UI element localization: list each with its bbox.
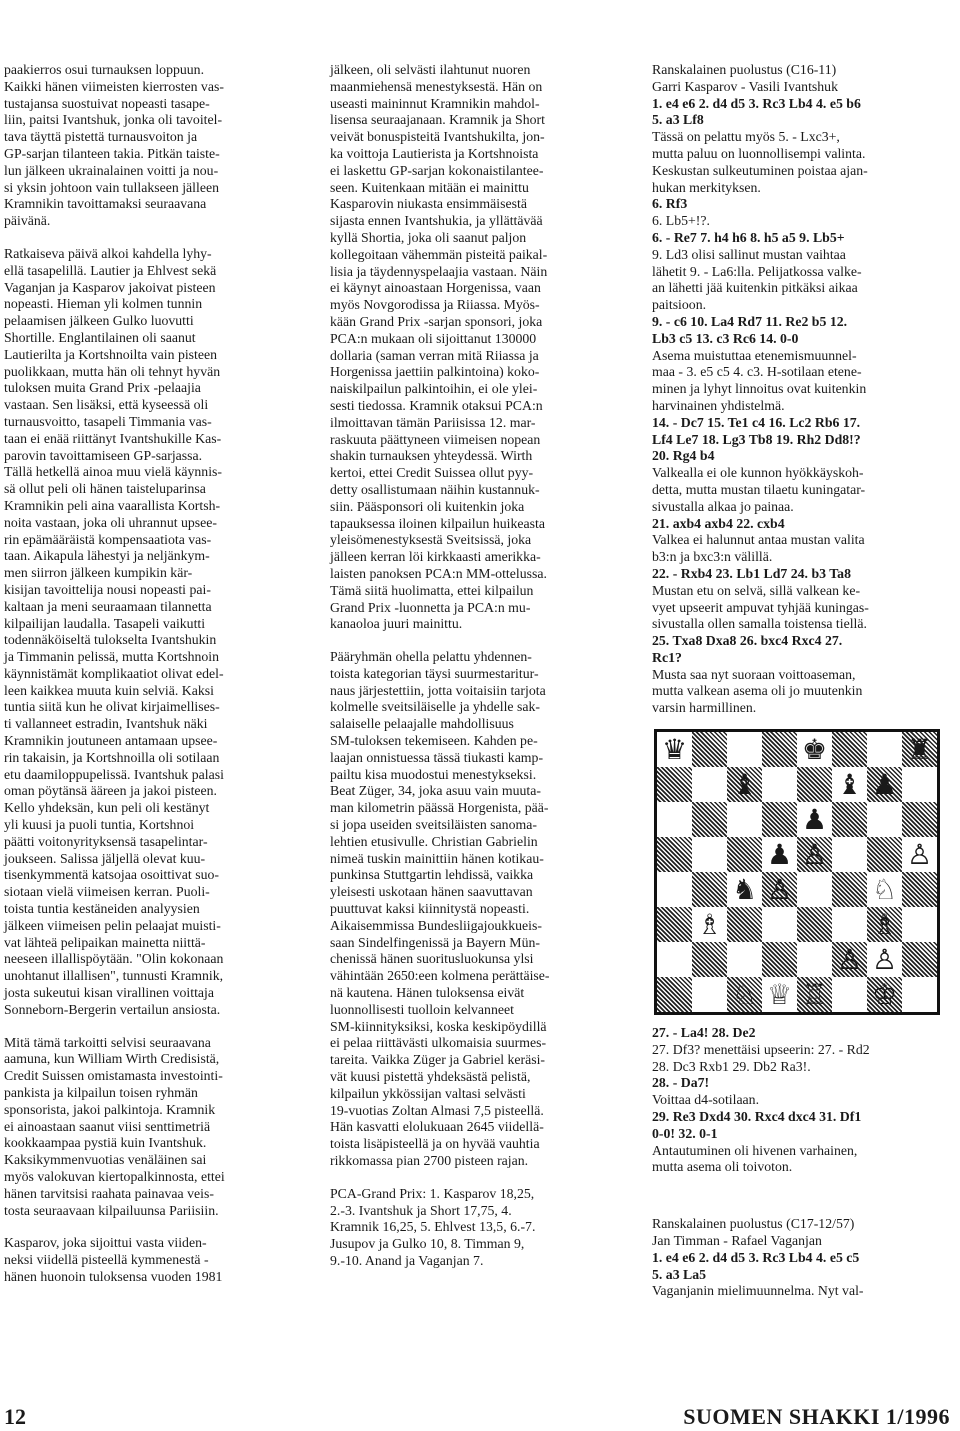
- board-square: [832, 942, 867, 977]
- text-line: neksi viidellä pisteellä kymmenestä -: [4, 1252, 209, 1268]
- text-line: ellä tasapelillä. Lautier ja Ehlvest sekä: [4, 262, 217, 278]
- board-square: [762, 837, 797, 872]
- text-line: lun jälkeen ukrainalainen voitti ja nou-: [4, 162, 219, 178]
- chess-piece-icon: ♔: [871, 977, 898, 1011]
- text-line: nimeä tuskin mainittiin hänen kotikau-: [330, 850, 544, 866]
- text-line: kookkaampaa pystiä kuin Ivantshuk.: [4, 1135, 207, 1151]
- text-line: oman pöytänsä ääreen ja jakoi pisteen.: [4, 783, 218, 799]
- board-square: [762, 872, 797, 907]
- annotation-line: sivustalla ollen samalla toistensa tiellä.: [652, 616, 867, 632]
- text-line: luonnollisesti tuolloin kelvanneet: [330, 1001, 514, 1017]
- text-line: men siirron jälkeen kumpikin kär-: [4, 565, 193, 581]
- text-line: yleisömenestyksestä Sveitsissä, joka: [330, 532, 532, 548]
- text-line: SM-tuloksen tekemiseen. Kahden pe-: [330, 733, 538, 749]
- text-line: noita vastaan, joka oli uhrannut upsee-: [4, 514, 218, 530]
- annotation-line: b3:n ja bxc3:n välillä.: [652, 549, 773, 565]
- text-line: shakin turnauksen yhteydessä. Wirth: [330, 448, 533, 464]
- board-square: [832, 977, 867, 1012]
- chess-piece-icon: ♕: [766, 977, 793, 1011]
- chess-piece-icon: ♖: [801, 977, 828, 1011]
- move-line: 28. - Da7!: [652, 1075, 710, 1091]
- text-line: 9.-10. Anand ja Vaganjan 7.: [330, 1252, 484, 1268]
- text-line: tuntia siitä kun he olivat kirjaimellises-: [4, 699, 220, 715]
- move-line: 1. e4 e6 2. d4 d5 3. Rc3 Lb4 4. e5 b6: [652, 95, 861, 111]
- annotation-line: Valkea ei halunnut antaa mustan valita: [652, 532, 865, 548]
- board-square: [902, 907, 937, 942]
- chess-piece-icon: ♟: [801, 802, 828, 836]
- text-line: lehtien etusivulle. Christian Gabrielin: [330, 833, 538, 849]
- text-line: yli kuusi ja puoli tuntia, Kortshnoi: [4, 817, 195, 833]
- board-square: [692, 907, 727, 942]
- board-square: [727, 907, 762, 942]
- board-square: [797, 977, 832, 1012]
- text-line: laisten panoksen PCA:n MM-ottelussa.: [330, 565, 547, 581]
- board-square: [832, 872, 867, 907]
- text-line: siin. Pääsponsori oli kuitenkin joka: [330, 498, 525, 514]
- text-line: 19-vuotias Zoltan Almasi 7,5 pisteellä.: [330, 1102, 544, 1118]
- text-line: Horgenissa jaettiin palkintoina) koko-: [330, 364, 540, 380]
- text-line: päivänä.: [4, 213, 51, 229]
- move-line: 29. Re3 Dxd4 30. Rxc4 dxc4 31. Df1: [652, 1109, 862, 1125]
- text-line: nä kautena. Hänen tuloksensa eivät: [330, 985, 525, 1001]
- move-line: 5. a3 Lf8: [652, 112, 704, 128]
- move-line: 0-0! 32. 0-1: [652, 1125, 718, 1141]
- move-line: 25. Txa8 Dxa8 26. bxc4 Rxc4 27.: [652, 633, 843, 649]
- board-square: [657, 802, 692, 837]
- board-square: [727, 872, 762, 907]
- text-line: SM-kiinnityksiksi, koska keskipöydillä: [330, 1018, 547, 1034]
- chess-piece-icon: ♜: [906, 732, 933, 766]
- annotation-line: mutta valkean asema oli jo muutenkin: [652, 683, 863, 699]
- move-line: 9. - c6 10. La4 Rd7 11. Re2 b5 12.: [652, 313, 848, 329]
- board-square: [657, 907, 692, 942]
- text-line: vastaan. Sen lisäksi, että kyseessä oli: [4, 397, 209, 413]
- board-square: [797, 732, 832, 767]
- text-line: Kramnikin joutuneen antamaan upsee-: [4, 733, 218, 749]
- annotation-line: 9. Ld3 olisi sallinut mustan vaihtaa: [652, 246, 846, 262]
- text-line: sesti tiedossa. Kramnik otaksui PCA:n: [330, 397, 543, 413]
- text-line: jälkeen, oli selvästi ilahtunut nuoren: [330, 62, 531, 77]
- text-line: PCA-Grand Prix: 1. Kasparov 18,25,: [330, 1185, 535, 1201]
- annotation-line: Musta saa nyt suoraan voittoaseman,: [652, 666, 856, 682]
- annotation-line: detta, mutta mustan tilaetu kuningatar-: [652, 481, 866, 497]
- text-line: Credit Suissen omistamasta investointi-: [4, 1068, 223, 1084]
- annotation-line: Mustan etu on selvä, sillä valkean ke-: [652, 582, 861, 598]
- board-square: [657, 872, 692, 907]
- text-line: Kaksikymmenvuotias venäläinen sai: [4, 1152, 207, 1168]
- text-line: kilpailijan laudalla. Tasapeli vaikutti: [4, 615, 206, 631]
- annotation-line: hukan merkityksen.: [652, 179, 761, 195]
- board-square: [657, 942, 692, 977]
- board-square: [727, 942, 762, 977]
- board-square: [762, 802, 797, 837]
- col1-paragraph-4: [4, 1235, 302, 1285]
- text-line: dollaria (saman verran mitä Riiassa ja: [330, 347, 539, 363]
- text-line: Kramnikin peli aina vaarallista Kortsh-: [4, 497, 221, 513]
- text-line: Kasparovin niukasta ensimmäisestä: [330, 196, 527, 212]
- text-line: ti vallanneet estradin, Ivantshuk näki: [4, 716, 208, 732]
- annotation-line: 27. Df3? menettäisi upseerin: 27. - Rd2: [652, 1041, 870, 1057]
- text-line: Ranskalainen puolustus (C16-11): [652, 62, 837, 77]
- board-square: [902, 732, 937, 767]
- text-line: Ratkaiseva päivä alkoi kahdella lyhy-: [4, 245, 212, 261]
- text-line: hänen tarvitsisi raahata painavaa veis-: [4, 1185, 214, 1201]
- move-line: Lb3 c5 13. c3 Rc6 14. 0-0: [652, 330, 799, 346]
- text-line: Grand Prix -luonnetta ja PCA:n mu-: [330, 599, 531, 615]
- text-line: rikkomassa pian 2700 pisteen rajan.: [330, 1153, 529, 1168]
- annotation-line: lähetit 9. - La6:lla. Pelijatkossa valke-: [652, 263, 862, 279]
- annotation-line: 6. Lb5+!?.: [652, 213, 710, 229]
- text-line: saan Sindelfingenissä ja Bayern Mün-: [330, 934, 540, 950]
- board-square: [692, 767, 727, 802]
- board-square: [867, 942, 902, 977]
- annotation-line: harvinainen yhdistelmä.: [652, 397, 785, 413]
- annotation-line: mutta asema oli toivoton.: [652, 1159, 793, 1175]
- text-line: rin takaisin, ja Kortshnoilla oli sotilaan: [4, 749, 220, 765]
- chess-piece-icon: ♚: [801, 732, 828, 766]
- text-line: nopeasti. Hieman yli kolmen tunnin: [4, 296, 203, 312]
- board-square: [832, 732, 867, 767]
- chess-piece-icon: ♝: [731, 767, 758, 801]
- board-square: [832, 802, 867, 837]
- text-line: Beat Züger, 34, joka asuu vain muuta-: [330, 783, 541, 799]
- text-line: myös valokuvan kiertopalkinnosta, ettei: [4, 1169, 225, 1184]
- text-line: detty osallistumaan näihin kustannuk-: [330, 481, 540, 497]
- text-line: hänen huonoin tuloksensa vuoden 1981: [4, 1268, 223, 1284]
- board-square: [692, 837, 727, 872]
- annotation-line: Voittaa d4-sotilaan.: [652, 1092, 760, 1108]
- text-line: neeseen illallispöytään. "Olin kokonaan: [4, 951, 224, 967]
- text-line: tosta seuraavaan kilpailuunsa Pariisiin.: [4, 1202, 219, 1218]
- annotation-line: varsin harmillinen.: [652, 700, 757, 716]
- text-line: vät kuusi pistettä yhdeksästä pelistä,: [330, 1069, 531, 1085]
- text-line: Aikaisemmissa Bundesliigajoukkueis-: [330, 917, 542, 933]
- text-line: kolmelle sveitsiläiselle ja yhdelle sak-: [330, 699, 540, 715]
- text-line: jälkeen viimeisen pelin pelaajat muisti-: [4, 917, 221, 933]
- text-line: si jopa useiden sveitsiläisten sanoma-: [330, 817, 537, 833]
- move-line: 6. - Re7 7. h4 h6 8. h5 a5 9. Lb5+: [652, 229, 845, 245]
- text-line: Garri Kasparov - Vasili Ivantshuk: [652, 78, 838, 94]
- text-line: si yksin johtoon vain tullakseen jälleen: [4, 179, 219, 195]
- annotation-line: Valkealla ei ole kunnon hyökkäyskoh-: [652, 465, 864, 481]
- text-line: etu daamiloppupelissä. Ivantshuk palasi: [4, 766, 224, 782]
- text-line: Kramnikin tavoittamaksi seuraavana: [4, 196, 207, 212]
- text-line: unohtanut illallisen", tunnusti Kramnik,: [4, 968, 224, 984]
- text-line: pankista ja kilpailun toisen ryhmän: [4, 1085, 198, 1101]
- move-line: Lf4 Le7 18. Lg3 Tb8 19. Rh2 Dd8!?: [652, 431, 861, 447]
- game1-continuation: [652, 1025, 952, 1176]
- game1-header: [652, 62, 952, 96]
- move-line: 20. Rg4 b4: [652, 448, 715, 464]
- board-square: [832, 837, 867, 872]
- text-line: ei ainoastaan saanut viisi senttimetriä: [4, 1118, 211, 1134]
- game1-moves: [652, 96, 952, 717]
- move-line: 22. - Rxb4 23. Lb1 Ld7 24. b3 Ta8: [652, 565, 851, 581]
- chess-piece-icon: ♙: [801, 837, 828, 871]
- text-line: kään Grand Prix -sarjan sponsori, joka: [330, 313, 543, 329]
- board-square: [832, 767, 867, 802]
- board-square: [657, 732, 692, 767]
- board-square: [762, 767, 797, 802]
- text-line: Tällä hetkellä ainoa muu vielä käynnis-: [4, 464, 222, 480]
- move-line: 21. axb4 axb4 22. cxb4: [652, 515, 785, 531]
- board-square: [832, 907, 867, 942]
- text-line: joukseen. Salissa jäljellä olevat kuu-: [4, 850, 206, 866]
- text-line: taan. Aikapula lähestyi ja neljänkym-: [4, 548, 210, 564]
- board-square: [797, 942, 832, 977]
- text-line: Kaikki hänen viimeisten kierrosten vas-: [4, 78, 224, 94]
- board-square: [797, 802, 832, 837]
- text-line: seen. Kuitenkaan mitään ei mainittu: [330, 179, 529, 195]
- board-square: [727, 837, 762, 872]
- text-line: aamuna, kun William Wirth Credisistä,: [4, 1051, 220, 1067]
- board-square: [727, 732, 762, 767]
- text-line: päätti voitonyrityksensä tasapelintar-: [4, 833, 208, 849]
- text-line: kisijan tavoittelija nousi nopeasti pai-: [4, 581, 211, 597]
- text-line: Jusupov ja Gulko 10, 8. Timman 9,: [330, 1236, 525, 1252]
- text-line: lisensa seuraajanaan. Kramnik ja Short: [330, 112, 545, 128]
- text-line: Kasparov, joka sijoittui vasta viiden-: [4, 1235, 207, 1251]
- text-line: taan ei enää riittänyt Ivantshukille Kas-: [4, 430, 222, 446]
- text-line: jälleen kerran löi kirkkaasti amerikka-: [330, 549, 541, 565]
- magazine-title: SUOMEN SHAKKI 1/1996: [683, 1404, 950, 1429]
- text-line: kyllä Shortia, joka oli saanut paljon: [330, 229, 527, 245]
- board-square: [692, 977, 727, 1012]
- board-square: [902, 767, 937, 802]
- column-3: [652, 62, 952, 1300]
- text-line: Mitä tämä tarkoitti selvisi seuraavana: [4, 1034, 211, 1050]
- text-line: laajan onnistuessa tässä tiukasti kamp-: [330, 749, 544, 765]
- board-square: [867, 907, 902, 942]
- board-square: [727, 767, 762, 802]
- move-line: 27. - La4! 28. De2: [652, 1025, 756, 1041]
- chess-piece-icon: ♙: [906, 837, 933, 871]
- column-2: [330, 62, 630, 1278]
- text-line: Jan Timman - Rafael Vaganjan: [652, 1233, 822, 1249]
- move-line: Rc1?: [652, 649, 682, 665]
- text-line: tisenkymmentä katsojaa osoittivat suo-: [4, 867, 219, 883]
- board-square: [657, 767, 692, 802]
- text-line: puolikkaan, mutta hän oli tehnyt hyvän: [4, 363, 221, 379]
- board-square: [762, 732, 797, 767]
- text-line: GP-sarjan tilanteen takia. Pitkän taiste-: [4, 145, 220, 161]
- text-line: Lautierilta ja Kortshnoilta vain pisteen: [4, 346, 218, 362]
- annotation-line: Keskustan sulkeutuminen poistaa ajan-: [652, 162, 868, 178]
- board-square: [727, 977, 762, 1012]
- text-line: tustajansa suostuivat nopeasti tasape-: [4, 95, 210, 111]
- text-line: kertoi, ettei Credit Suissea ollut pyy-: [330, 465, 534, 481]
- text-line: yleisesti uskotaan hänen saavuttavan: [330, 884, 533, 900]
- text-line: pailtu kisa muodostui menestykseksi.: [330, 766, 537, 782]
- text-line: 2.-3. Ivantshuk ja Short 17,75, 4.: [330, 1202, 512, 1218]
- text-line: paakierros osui turnauksen loppuun.: [4, 62, 205, 77]
- board-square: [797, 837, 832, 872]
- text-line: ja Timmanin pelissä, mutta Kortshnoin: [4, 649, 220, 665]
- text-line: myös Novgorodissa ja Riiassa. Myös-: [330, 297, 540, 313]
- page-number: 12: [4, 1404, 26, 1429]
- text-line: naus järjestettiin, jotta voitaisiin tarjota: [330, 682, 546, 698]
- board-square: [727, 802, 762, 837]
- text-line: tava täyttä pistettä turnausvoiton ja: [4, 129, 198, 145]
- board-square: [797, 767, 832, 802]
- text-line: liin, paitsi Ivantshuk, jonka oli tavoitel-: [4, 112, 223, 128]
- move-line: 14. - Dc7 15. Te1 c4 16. Lc2 Rb6 17.: [652, 414, 861, 430]
- text-line: kaltaan ja meni seuraamaan tilannetta: [4, 598, 212, 614]
- text-line: PCA:n mukaan oli sijoittanut 130000: [330, 330, 537, 346]
- col1-paragraph-2: [4, 246, 302, 1019]
- text-line: punkinsa Stuttgartin lehdissä, vaikka: [330, 867, 534, 883]
- board-square: [657, 977, 692, 1012]
- text-line: maanmiehensä menestyksestä. Hän on: [330, 78, 543, 94]
- text-line: chenissä hänen suoritusluokunsa ylsi: [330, 951, 534, 967]
- annotation-line: minen ja lyhyt linnoitus ovat kuitenkin: [652, 381, 867, 397]
- board-square: [692, 942, 727, 977]
- board-square: [762, 977, 797, 1012]
- annotation-line: Asema muistuttaa etenemismuunnel-: [652, 347, 857, 363]
- text-line: naiskilpailun palkintoihin, ei ole ylei-: [330, 381, 538, 397]
- text-line: siotaan vielä viimeisen kerran. Puoli-: [4, 884, 210, 900]
- text-line: tuloksen muita Grand Prix -pelaajia: [4, 380, 201, 396]
- move-line: 5. a3 La5: [652, 1266, 707, 1282]
- text-line: kilpailun ykkössijan valtasi selvästi: [330, 1085, 526, 1101]
- col2-paragraph-2: [330, 649, 630, 1170]
- board-square: [692, 802, 727, 837]
- text-line: turnausvoitto, tasapeli Timmania vas-: [4, 413, 212, 429]
- text-line: ei laskettu GP-sarjan kokonaistilantee-: [330, 162, 544, 178]
- column-1: [4, 62, 302, 1294]
- annotation-line: mutta paluu on luonnollisempi valinta.: [652, 145, 866, 161]
- text-line: Kello yhdeksän, kun peli oli kestänyt: [4, 800, 210, 816]
- text-line: veivät bonuspisteitä Ivantshukilta, jon-: [330, 129, 545, 145]
- text-line: toista kategorian täysi suurmestaritur-: [330, 665, 539, 681]
- col2-paragraph-1: [330, 62, 630, 633]
- chess-board-diagram: [654, 729, 940, 1015]
- chess-piece-icon: ♗: [696, 907, 723, 941]
- annotation-line: Antautuminen oli hivenen varhainen,: [652, 1142, 858, 1158]
- text-line: ei pelaa riittävästi ulkomaisia suurmes-: [330, 1035, 547, 1051]
- text-line: salaiselle pelaajalle mahdollisuus: [330, 716, 514, 732]
- board-square: [867, 977, 902, 1012]
- text-line: useasti maininnut Kramnikin mahdol-: [330, 95, 540, 111]
- text-line: sponsorista, jakoi palkintoja. Kramnik: [4, 1101, 216, 1117]
- text-line: ilmoittavan tämän Pariisissa 12. mar-: [330, 414, 536, 430]
- chess-piece-icon: ♛: [661, 732, 688, 766]
- board-square: [762, 942, 797, 977]
- board-square: [867, 837, 902, 872]
- col1-paragraph-3: [4, 1035, 302, 1220]
- board-square: [902, 872, 937, 907]
- annotation-line: maa - 3. e5 c5 4. c3. H-sotilaan etene-: [652, 364, 862, 380]
- board-square: [657, 837, 692, 872]
- text-line: Sonneborn-Bergerin vertailun ansiosta.: [4, 1001, 221, 1017]
- board-square: [902, 977, 937, 1012]
- chess-piece-icon: ♙: [836, 942, 863, 976]
- text-line: vähintään 2650:een kolmena perättäise-: [330, 968, 550, 984]
- text-line: sä ollut peli oli hänen taisteluparinsa: [4, 481, 206, 497]
- annotation-line: an lähetti jää kuitenkin pitkäksi aikaa: [652, 280, 858, 296]
- chess-piece-icon: ♟: [766, 837, 793, 871]
- board-square: [867, 872, 902, 907]
- chess-piece-icon: ♝: [836, 767, 863, 801]
- board-square: [692, 732, 727, 767]
- game2-moves: [652, 1250, 952, 1300]
- text-line: Pääryhmän ohella pelattu yhdennen-: [330, 649, 532, 665]
- text-line: Hän kasvatti elolukuaan 2645 viidellä-: [330, 1119, 544, 1135]
- annotation-line: vyet upseerit ampuvat tyhjää kuningas-: [652, 599, 869, 615]
- text-line: ei käynyt ainoastaan Horgenissa, vaan: [330, 280, 541, 296]
- text-line: tapauksessa iloinen kilpailun huikeasta: [330, 515, 545, 531]
- board-square: [797, 872, 832, 907]
- annotation-line: paitsioon.: [652, 297, 707, 313]
- annotation-line: Vaganjanin mielimuunnelma. Nyt val-: [652, 1283, 864, 1299]
- board-square: [867, 732, 902, 767]
- annotation-line: 28. Dc3 Rxb1 29. Db2 Ra3!.: [652, 1058, 811, 1074]
- annotation-line: sivustalla alkaa jo painaa.: [652, 498, 794, 514]
- text-line: leen kaikkea muuta kuin selviä. Kaksi: [4, 682, 214, 698]
- text-line: puuttuvat kaksi kiinnitystä nopeasti.: [330, 901, 530, 917]
- text-line: käynnistämät komplikaatiot olivat edel-: [4, 665, 224, 681]
- chess-piece-icon: ♙: [766, 872, 793, 906]
- board-square: [902, 837, 937, 872]
- move-line: 6. Rf3: [652, 196, 688, 212]
- board-square: [902, 942, 937, 977]
- text-line: kollegoitaan vähemmän pisteitä paikal-: [330, 246, 548, 262]
- text-line: man kilometrin päässä Horgenista, pää-: [330, 800, 549, 816]
- col1-paragraph-1: [4, 62, 302, 230]
- game2-header: [652, 1216, 952, 1250]
- text-line: todennäköiseltä tulokselta Ivantshukin: [4, 632, 217, 648]
- text-line: Kramnik 16,25, 5. Ehlvest 13,5, 6.-7.: [330, 1219, 536, 1235]
- move-line: 1. e4 e6 2. d4 d5 3. Rc3 Lb4 4. e5 c5: [652, 1249, 860, 1265]
- chess-piece-icon: ♟: [871, 767, 898, 801]
- text-line: rin epämääräistä kompensaatiota vas-: [4, 531, 212, 547]
- chess-piece-icon: ♘: [871, 872, 898, 906]
- board-square: [692, 872, 727, 907]
- board-square: [867, 767, 902, 802]
- text-line: Shortille. Englantilainen oli saanut: [4, 329, 196, 345]
- text-line: tareita. Vaikka Züger ja Gabriel keräsi-: [330, 1052, 546, 1068]
- chess-piece-icon: ♞: [731, 872, 758, 906]
- text-line: Ranskalainen puolustus (C17-12/57): [652, 1216, 855, 1232]
- text-line: kanaoloa juuri mainittu.: [330, 616, 463, 632]
- annotation-line: Tässä on pelattu myös 5. - Lxc3+,: [652, 129, 840, 145]
- chess-piece-icon: ♙: [871, 942, 898, 976]
- text-line: sijasta ennen Ivantshukia, ja yllättävää: [330, 213, 543, 229]
- board-square: [797, 907, 832, 942]
- col2-paragraph-3: [330, 1186, 630, 1270]
- text-line: vat lähteä pelipaikan mainetta niittä-: [4, 934, 206, 950]
- text-line: parovin tavoittamiseen GP-sarjassa.: [4, 447, 203, 463]
- board-square: [867, 802, 902, 837]
- chess-piece-icon: ♗: [871, 907, 898, 941]
- text-line: ka voittoja Lautierista ja Kortshnoista: [330, 145, 539, 161]
- text-line: lisia ja täydennyspelaajia vastaan. Näin: [330, 263, 548, 279]
- text-line: toista lisäpisteellä ja on hyvää vauhtia: [330, 1136, 540, 1152]
- text-line: Vaganjan ja Kasparov jakoivat pisteen: [4, 279, 216, 295]
- board-square: [762, 907, 797, 942]
- text-line: raskuuta päättyneen viimeisen nopean: [330, 431, 541, 447]
- chess-piece-icon: ♘: [731, 977, 758, 1011]
- text-line: josta sukeutui kisan virallinen voittaja: [4, 985, 214, 1001]
- board-square: [902, 802, 937, 837]
- text-line: toista tuntia kestäneiden analyysien: [4, 901, 200, 917]
- text-line: Tämä siitä huolimatta, ettei kilpailun: [330, 582, 534, 598]
- text-line: pelaamisen jälkeen Gulko luovutti: [4, 313, 194, 329]
